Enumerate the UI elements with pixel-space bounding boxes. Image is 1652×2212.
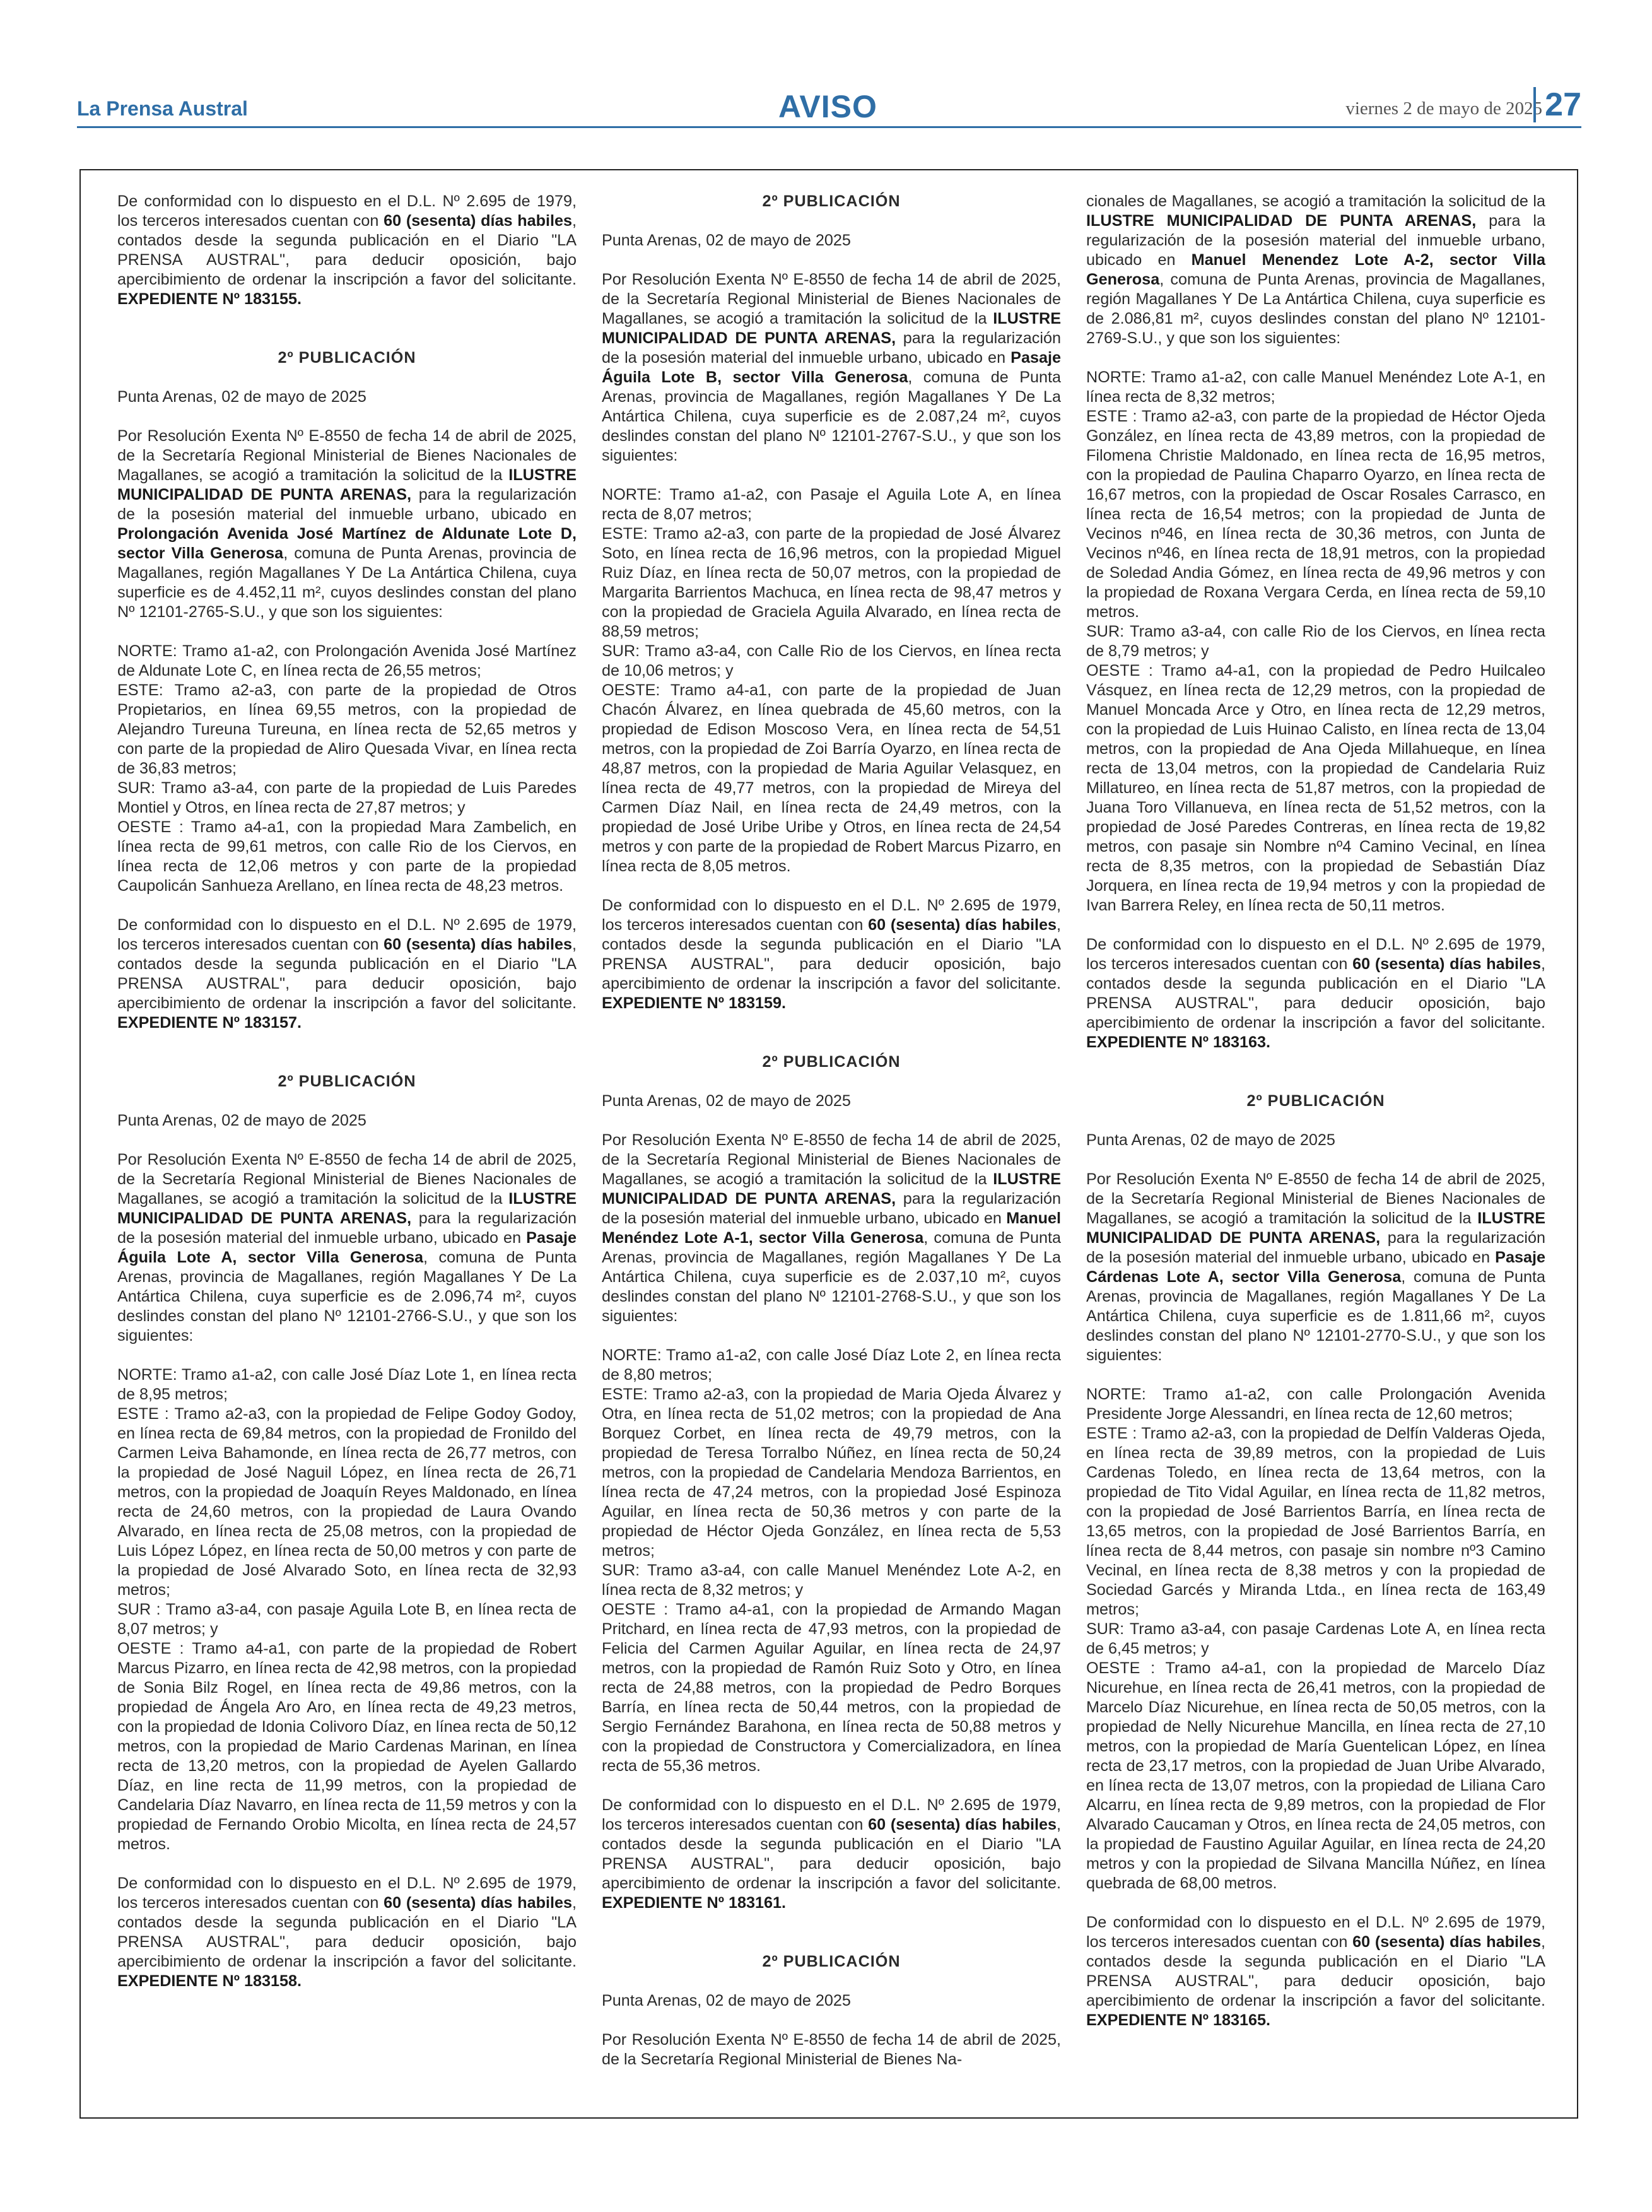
- boundary-east: ESTE: Tramo a2-a3, con parte de la propiedad de José Álvarez Soto, en línea recta de 16,96 metros, con la propiedad Miguel Ruiz Díaz, en línea recta de 50,07 metros, con la propiedad de Margarita Barrientos Machuca, en línea recta de 98,47 metros y con la propiedad de Graciela Aguila Alvarado, en línea recta de 88,59 metros;: [602, 525, 1061, 640]
- boundaries-list: [602, 1346, 1061, 1776]
- boundary-south: SUR: Tramo a3-a4, con Calle Rio de los Ciervos, en línea recta de 10,06 metros; y: [602, 642, 1061, 679]
- boundary-east: ESTE : Tramo a2-a3, con parte de la propiedad de Héctor Ojeda González, en línea recta de 43,89 metros, con la propiedad de Filomena Christie Maldonado, en línea recta de 16,95 metros, con la propiedad de Paulina Chaparro Oyarzo, en línea recta de 16,67 metros, con la propiedad de Oscar Rosales Carrasco, en línea recta de 16,54 metros; con la propiedad de Junta de Vecinos nº46, en línea recta de 30,36 metros, con Junta de Vecinos nº46, en línea recta de 18,91 metros, con la propiedad de Soledad Andia Gómez, en línea recta de 49,96 metros y con la propiedad de Roxana Vergara Cerda, en línea recta de 59,10 metros.: [1086, 408, 1545, 621]
- notice-date: Punta Arenas, 02 de mayo de 2025: [1086, 1131, 1335, 1149]
- boundary-west: OESTE: Tramo a4-a1, con parte de la propiedad de Juan Chacón Álvarez, en línea quebrada de 45,60 metros, con la propiedad de Edison Moscoso Vera, en línea recta de 54,51 metros, con la propiedad de Zoi Barría Oyarzo, en línea recta de 48,87 metros, con la propiedad de Maria Aguilar Velasquez, en línea recta de 49,77 metros, con la propiedad de Mireya del Carmen Díaz Nail, en línea recta de 24,49 metros, con la propiedad de José Uribe Uribe y Otros, en línea recta de 24,54 metros y con parte de la propiedad de Robert Marcus Pizarro, en línea recta de 8,05 metros.: [602, 681, 1061, 875]
- boundary-west: OESTE : Tramo a4-a1, con la propiedad Mara Zambelich, en línea recta de 99,61 metros, con calle Rio de los Ciervos, en línea recta de 12,06 metros y con parte de la propiedad Caupolicán Sanhueza Arellano, en línea recta de 48,23 metros.: [117, 818, 577, 895]
- resolution-paragraph: Por Resolución Exenta Nº E-8550 de fecha 14 de abril de 2025, de la Secretaría Regional Ministerial de Bienes Nacionales de Magallanes, se acogió a tramitación la solicitud de la ILUSTRE MUNICIPALIDAD DE PUNTA ARENAS, para la regularización de la posesión material del inmueble urbano, ubicado en Pasaje Águila Lote A, sector Villa Generosa, comuna de Punta Arenas, provincia de Magallanes, región Magallanes Y De La Antártica Chilena, cuya superficie es de 2.096,74 m², cuyos deslindes constan del plano Nº 12101-2766-S.U., y que son los siguientes:: [117, 1151, 577, 1344]
- closing-paragraph: De conformidad con lo dispuesto en el D.L. Nº 2.695 de 1979, los terceros interesados cuentan con 60 (sesenta) días habiles, contados desde la segunda publicación en el Diario "LA PRENSA AUSTRAL", para deducir oposición, bajo apercibimiento de ordenar la inscripción a favor del solicitante. EXPEDIENTE Nº 183161.: [602, 1796, 1061, 1912]
- section-title: AVISO: [778, 89, 877, 124]
- boundary-west: OESTE : Tramo a4-a1, con la propiedad de Armando Magan Pritchard, en línea recta de 47,93 metros, con la propiedad de Felicia del Carmen Aguilar Aguilar, en línea recta de 24,97 metros, con la propiedad de Ramón Ruiz Soto y Otro, en línea recta de 24,88 metros, con la propiedad de Pedro Borques Barría, en línea recta de 50,44 metros, con la propiedad de Sergio Fernández Barahona, en línea recta de 50,88 metros y con la propiedad de Constructora y Comercializadora, en línea recta de 55,36 metros.: [602, 1601, 1061, 1775]
- notice-date: Punta Arenas, 02 de mayo de 2025: [602, 232, 851, 249]
- property-location: Pasaje Cárdenas Lote A, sector Villa Generosa: [1086, 1249, 1545, 1286]
- property-location: Pasaje Águila Lote B, sector Villa Generosa: [602, 349, 1061, 386]
- boundaries-list: [1086, 368, 1545, 915]
- boundary-south: SUR : Tramo a3-a4, con pasaje Aguila Lote B, en línea recta de 8,07 metros; y: [117, 1601, 577, 1638]
- boundary-east: ESTE : Tramo a2-a3, con la propiedad de Delfín Valderas Ojeda, en línea recta de 39,89 metros, con la propiedad de Luis Cardenas Toledo, en línea recta de 13,64 metros, con la propiedad de Tito Vidal Aguilar, en línea recta de 11,82 metros, con la propiedad de José Barrientos Barría, en línea recta de 13,65 metros, con la propiedad de José Barrientos Barría, en línea recta de 8,44 metros, con pasaje sin nombre nº3 Camino Vecinal, en línea recta de 8,38 metros y con la propiedad de Sociedad Garcés y Miranda Ltda., en línea recta de 163,49 metros;: [1086, 1425, 1545, 1618]
- boundary-north: NORTE: Tramo a1-a2, con calle Manuel Menéndez Lote A-1, en línea recta de 8,32 metros;: [1086, 368, 1545, 406]
- boundaries-list: [1086, 1385, 1545, 1893]
- boundary-north: NORTE: Tramo a1-a2, con calle José Díaz Lote 1, en línea recta de 8,95 metros;: [117, 1366, 577, 1403]
- boundary-east: ESTE : Tramo a2-a3, con la propiedad de Felipe Godoy Godoy, en línea recta de 69,84 metros, con la propiedad de Fronildo del Carmen Leiva Bahamonde, en línea recta de 26,77 metros, con la propiedad de José Naguil López, en línea recta de 26,71 metros, con la propiedad de Joaquín Reyes Maldonado, en línea recta de 24,60 metros, con la propiedad de Laura Ovando Alvarado, en línea recta de 25,08 metros, con la propiedad de Luis López López, en línea recta de 50,00 metros y con parte de la propiedad de José Alvarado Soto, en línea recta de 32,93 metros;: [117, 1405, 577, 1599]
- boundary-north: NORTE: Tramo a1-a2, con calle José Díaz Lote 2, en línea recta de 8,80 metros;: [602, 1346, 1061, 1384]
- boundary-south: SUR: Tramo a3-a4, con pasaje Cardenas Lote A, en línea recta de 6,45 metros; y: [1086, 1620, 1545, 1657]
- boundary-south: SUR: Tramo a3-a4, con calle Manuel Menéndez Lote A-2, en línea recta de 8,32 metros; y: [602, 1562, 1061, 1599]
- property-location: Pasaje Águila Lote A, sector Villa Generosa: [117, 1229, 577, 1266]
- publication-heading: 2º PUBLICACIÓN: [278, 1073, 416, 1090]
- header-divider: [77, 126, 1581, 128]
- notice: [602, 1052, 1061, 1913]
- closing-paragraph: De conformidad con lo dispuesto en el D.L. Nº 2.695 de 1979, los terceros interesados cuentan con 60 (sesenta) días habiles, contados desde la segunda publicación en el Diario "LA PRENSA AUSTRAL", para deducir oposición, bajo apercibimiento de ordenar la inscripción a favor del solicitante. EXPEDIENTE Nº 183157.: [117, 916, 577, 1032]
- closing-paragraph: De conformidad con lo dispuesto en el D.L. Nº 2.695 de 1979, los terceros interesados cuentan con 60 (sesenta) días habiles, contados desde la segunda publicación en el Diario "LA PRENSA AUSTRAL", para deducir oposición, bajo apercibimiento de ordenar la inscripción a favor del solicitante. EXPEDIENTE Nº 183165.: [1086, 1914, 1545, 2029]
- expediente-number: EXPEDIENTE Nº 183158.: [117, 1972, 302, 1990]
- notice: [602, 192, 1061, 1013]
- property-location: Manuel Menéndez Lote A-1, sector Villa Generosa: [602, 1209, 1061, 1247]
- notice-date: Punta Arenas, 02 de mayo de 2025: [602, 1092, 851, 1110]
- expediente-number: EXPEDIENTE Nº 183155.: [117, 290, 302, 308]
- publication-heading: 2º PUBLICACIÓN: [762, 1053, 901, 1071]
- resolution-paragraph: Por Resolución Exenta Nº E-8550 de fecha 14 de abril de 2025, de la Secretaría Regional Ministerial de Bienes Nacionales de Magallanes, se acogió a tramitación la solicitud de la ILUSTRE MUNICIPALIDAD DE PUNTA ARENAS, para la regularización de la posesión material del inmueble urbano, ubicado en Pasaje Cárdenas Lote A, sector Villa Generosa, comuna de Punta Arenas, provincia de Magallanes, región Magallanes Y De La Antártica Chilena, cuya superficie es de 1.811,66 m², cuyos deslindes constan del plano Nº 12101-2770-S.U., y que son los siguientes:: [1086, 1170, 1545, 1364]
- notice-date: Punta Arenas, 02 de mayo de 2025: [117, 1112, 366, 1129]
- property-location: Prolongación Avenida José Martínez de Aldunate Lote D, sector Villa Generosa: [117, 525, 577, 562]
- closing-paragraph: De conformidad con lo dispuesto en el D.L. Nº 2.695 de 1979, los terceros interesados cuentan con 60 (sesenta) días habiles, contados desde la segunda publicación en el Diario "LA PRENSA AUSTRAL", para deducir oposición, bajo apercibimiento de ordenar la inscripción a favor del solicitante. EXPEDIENTE Nº 183163.: [1086, 936, 1545, 1051]
- property-location: Manuel Menendez Lote A-2, sector Villa Generosa: [1086, 251, 1545, 288]
- notice: [1086, 192, 1545, 1052]
- publication-heading: 2º PUBLICACIÓN: [278, 349, 416, 367]
- boundaries-list: [602, 485, 1061, 876]
- boundaries-list: [117, 1365, 577, 1854]
- boundary-south: SUR: Tramo a3-a4, con parte de la propiedad de Luis Paredes Montiel y Otros, en línea recta de 27,87 metros; y: [117, 779, 577, 816]
- boundary-north: NORTE: Tramo a1-a2, con Pasaje el Aguila Lote A, en línea recta de 8,07 metros;: [602, 486, 1061, 523]
- resolution-paragraph: Por Resolución Exenta Nº E-8550 de fecha 14 de abril de 2025, de la Secretaría Regional Ministerial de Bienes Nacionales de Magallanes, se acogió a tramitación la solicitud de la ILUSTRE MUNICIPALIDAD DE PUNTA ARENAS, para la regularización de la posesión material del inmueble urbano, ubicado en Manuel Menéndez Lote A-1, sector Villa Generosa, comuna de Punta Arenas, provincia de Magallanes, región Magallanes Y De La Antártica Chilena, cuya superficie es de 2.037,10 m², cuyos deslindes constan del plano Nº 12101-2768-S.U., y que son los siguientes:: [602, 1131, 1062, 1325]
- resolution-paragraph: Por Resolución Exenta Nº E-8550 de fecha 14 de abril de 2025, de la Secretaría Regional Ministerial de Bienes Nacionales de Magallanes, se acogió a tramitación la solicitud de la ILUSTRE MUNICIPALIDAD DE PUNTA ARENAS, para la regularización de la posesión material del inmueble urbano, ubicado en Prolongación Avenida José Martínez de Aldunate Lote D, sector Villa Generosa, comuna de Punta Arenas, provincia de Magallanes, región Magallanes Y De La Antártica Chilena, cuya superficie es de 4.452,11 m², cuyos deslindes constan del plano Nº 12101-2765-S.U., y que son los siguientes:: [117, 427, 577, 621]
- publication-heading: 2º PUBLICACIÓN: [762, 192, 901, 210]
- boundary-south: SUR: Tramo a3-a4, con calle Rio de los Ciervos, en línea recta de 8,79 metros; y: [1086, 623, 1545, 660]
- notice: [117, 1072, 577, 1991]
- expediente-number: EXPEDIENTE Nº 183163.: [1086, 1033, 1270, 1051]
- expediente-number: EXPEDIENTE Nº 183161.: [602, 1894, 786, 1912]
- closing-paragraph: De conformidad con lo dispuesto en el D.L. Nº 2.695 de 1979, los terceros interesados cuentan con 60 (sesenta) días habiles, contados desde la segunda publicación en el Diario "LA PRENSA AUSTRAL", para deducir oposición, bajo apercibimiento de ordenar la inscripción a favor del solicitante. EXPEDIENTE Nº 183159.: [602, 897, 1061, 1012]
- notice: [1086, 1091, 1545, 2030]
- resolution-paragraph: Por Resolución Exenta Nº E-8550 de fecha 14 de abril de 2025, de la Secretaría Regional Ministerial de Bienes Nacionales de Magallanes, se acogió a tramitación la solicitud de la ILUSTRE MUNICIPALIDAD DE PUNTA ARENAS, para la regularización de la posesión material del inmueble urbano, ubicado en Pasaje Águila Lote B, sector Villa Generosa, comuna de Punta Arenas, provincia de Magallanes, región Magallanes Y De La Antártica Chilena, cuya superficie es de 2.087,24 m², cuyos deslindes constan del plano Nº 12101-2767-S.U., y que son los siguientes:: [602, 271, 1062, 464]
- column-1: [117, 192, 577, 2011]
- closing-paragraph: De conformidad con lo dispuesto en el D.L. Nº 2.695 de 1979, los terceros interesados cuentan con 60 (sesenta) días habiles, contados desde la segunda publicación en el Diario "LA PRENSA AUSTRAL", para deducir oposición, bajo apercibimiento de ordenar la inscripción a favor del solicitante. EXPEDIENTE Nº 183155.: [117, 192, 577, 308]
- boundary-north: NORTE: Tramo a1-a2, con Prolongación Avenida José Martínez de Aldunate Lote C, en línea recta de 26,55 metros;: [117, 642, 577, 679]
- notice: [117, 348, 577, 1033]
- boundary-east: ESTE: Tramo a2-a3, con la propiedad de Maria Ojeda Álvarez y Otra, en línea recta de 51,02 metros; con la propiedad de Ana Borquez Corbet, en línea recta de 49,79 metros, con la propiedad de Teresa Torralbo Núñez, en línea recta de 50,24 metros, con la propiedad de Candelaria Mendoza Barrientos, en línea recta de 47,24 metros, con la propiedad José Espinoza Aguilar, en línea recta de 50,36 metros y con parte de la propiedad de Héctor Ojeda González, en línea recta de 5,53 metros;: [602, 1385, 1061, 1560]
- boundary-north: NORTE: Tramo a1-a2, con calle Prolongación Avenida Presidente Jorge Alessandri, en línea recta de 12,60 metros;: [1086, 1385, 1545, 1423]
- boundary-east: ESTE: Tramo a2-a3, con parte de la propiedad de Otros Propietarios, en línea 69,55 metros, con la propiedad de Alejandro Tureuna Tureuna, en línea recta de 52,65 metros y con parte de la propiedad de Aliro Quesada Vivar, en línea recta de 36,83 metros;: [117, 681, 577, 777]
- column-3: [1086, 192, 1545, 2050]
- notice-date: Punta Arenas, 02 de mayo de 2025: [117, 388, 366, 406]
- expediente-number: EXPEDIENTE Nº 183157.: [117, 1014, 302, 1032]
- closing-paragraph: De conformidad con lo dispuesto en el D.L. Nº 2.695 de 1979, los terceros interesados cuentan con 60 (sesenta) días habiles, contados desde la segunda publicación en el Diario "LA PRENSA AUSTRAL", para deducir oposición, bajo apercibimiento de ordenar la inscripción a favor del solicitante. EXPEDIENTE Nº 183158.: [117, 1874, 577, 1990]
- resolution-paragraph: Por Resolución Exenta Nº E-8550 de fecha 14 de abril de 2025, de la Secretaría Regional Ministerial de Bienes Na-: [602, 2031, 1061, 2068]
- column-2: [602, 192, 1061, 2069]
- publication-heading: 2º PUBLICACIÓN: [762, 1953, 901, 1970]
- newspaper-name: La Prensa Austral: [77, 97, 248, 120]
- notices-frame: [79, 169, 1578, 2119]
- notice: [602, 1952, 1061, 2069]
- expediente-number: EXPEDIENTE Nº 183165.: [1086, 2011, 1270, 2029]
- notice-date: Punta Arenas, 02 de mayo de 2025: [602, 1992, 851, 2009]
- resolution-paragraph: cionales de Magallanes, se acogió a tramitación la solicitud de la ILUSTRE MUNICIPALIDAD DE PUNTA ARENAS, para la regularización de la posesión material del inmueble urbano, ubicado en Manuel Menendez Lote A-2, sector Villa Generosa, comuna de Punta Arenas, provincia de Magallanes, región Magallanes Y De La Antártica Chilena, cuya superficie es de 2.086,81 m², cuyos deslindes constan del plano Nº 12101-2769-S.U., y que son los siguientes:: [1086, 192, 1546, 347]
- expediente-number: EXPEDIENTE Nº 183159.: [602, 994, 786, 1012]
- page-number: 27: [1533, 87, 1581, 122]
- publication-heading: 2º PUBLICACIÓN: [1246, 1092, 1385, 1110]
- boundary-west: OESTE : Tramo a4-a1, con la propiedad de Marcelo Díaz Nicurehue, en línea recta de 26,41 metros, con la propiedad de Marcelo Díaz Nicurehue, en línea recta de 50,05 metros, con la propiedad de Nelly Nicurehue Mancilla, en línea recta de 27,10 metros, con la propiedad de María Guentelican López, en línea recta de 23,17 metros, con la propiedad de Juan Uribe Alvarado, en línea recta de 13,07 metros, con la propiedad de Liliana Caro Alcarru, en línea recta de 9,89 metros, con la propiedad de Flor Alvarado Caucaman y Otros, en línea recta de 24,05 metros, con la propiedad de Faustino Aguilar Aguilar, en línea recta de 24,20 metros y con la propiedad de Silvana Mancilla Núñez, en línea quebrada de 68,00 metros.: [1086, 1659, 1545, 1892]
- issue-date: viernes 2 de mayo de 2025: [1345, 98, 1542, 119]
- page-header: [77, 86, 1581, 125]
- boundary-west: OESTE : Tramo a4-a1, con la propiedad de Pedro Huilcaleo Vásquez, en línea recta de 12,29 metros, con la propiedad de Manuel Moncada Arce y Otro, en línea recta de 12,29 metros, con la propiedad de Luis Huinao Calisto, en línea recta de 13,04 metros, con la propiedad de Ana Ojeda Millahueque, en línea recta de 13,04 metros, con la propiedad de Candelaria Ruiz Millatureo, en línea recta de 51,87 metros, con la propiedad de Juana Toro Villanueva, en línea recta de 51,52 metros, con la propiedad de José Paredes Contreras, en línea recta de 19,82 metros, con pasaje sin Nombre nº4 Camino Vecinal, en línea recta de 8,35 metros, con la propiedad de Sebastián Díaz Jorquera, en línea recta de 19,94 metros y con la propiedad de Ivan Barrera Reley, en línea recta de 50,11 metros.: [1086, 662, 1545, 914]
- boundaries-list: [117, 642, 577, 896]
- boundary-west: OESTE : Tramo a4-a1, con parte de la propiedad de Robert Marcus Pizarro, en línea recta de 42,98 metros, con la propiedad de Sonia Bilz Rogel, en línea recta de 49,86 metros, con la propiedad de Ángela Aro Aro, en línea recta de 49,23 metros, con la propiedad de Idonia Colivoro Díaz, en línea recta de 50,12 metros, con la propiedad de Mario Cardenas Marinan, en línea recta de 13,20 metros, con la propiedad de Ayelen Gallardo Díaz, en line recta de 11,99 metros, con la propiedad de Candelaria Díaz Navarro, en línea recta de 11,59 metros y con la propiedad de Fernando Orobio Micolta, en línea recta de 24,57 metros.: [117, 1640, 577, 1853]
